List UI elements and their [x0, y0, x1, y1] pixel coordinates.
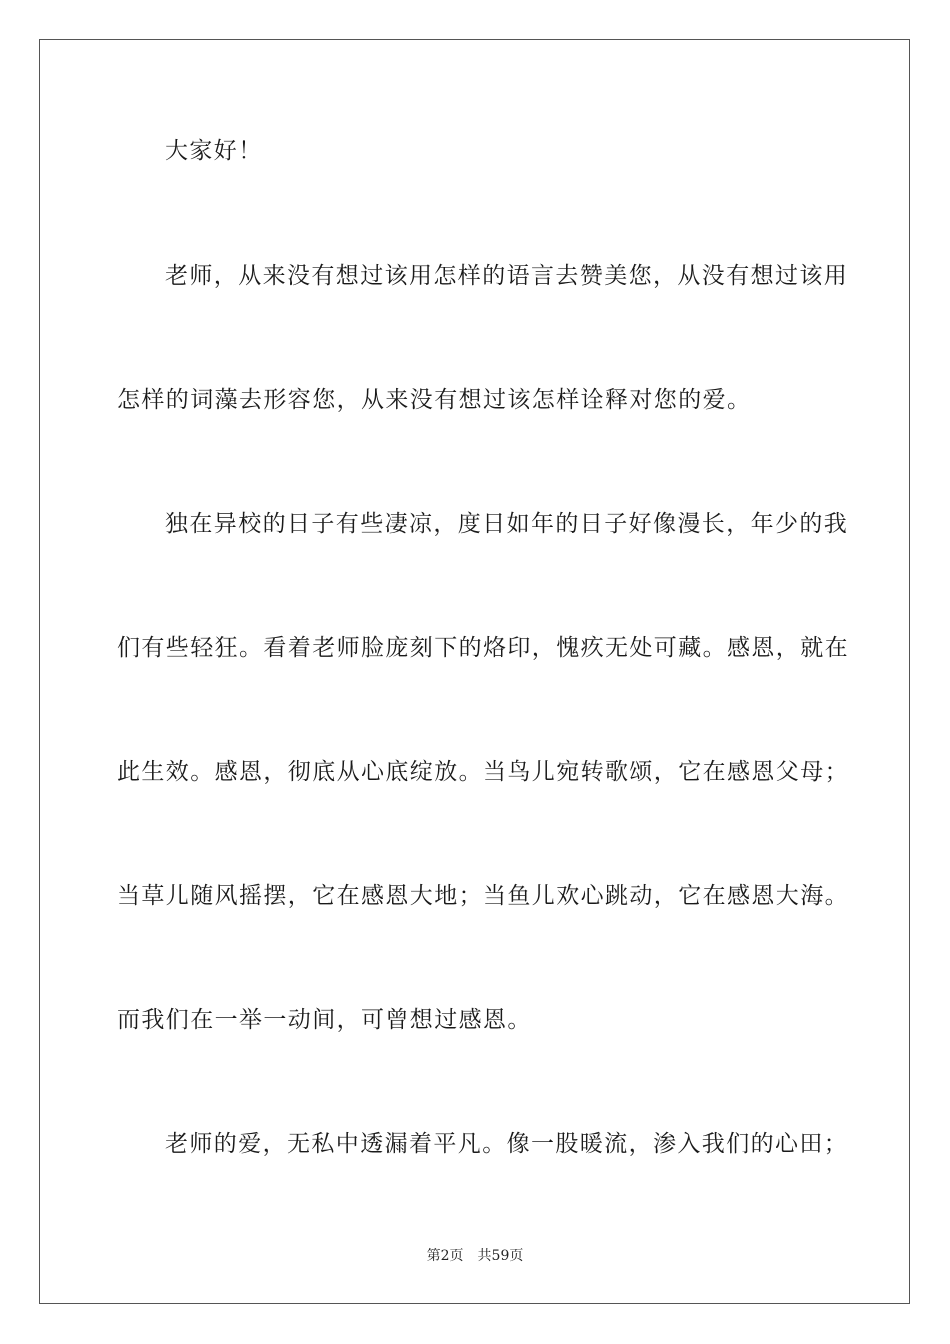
page-number: 第2页	[426, 1248, 464, 1264]
paragraph-2-line-1: 独在异校的日子有些凄凉，度日如年的日子好像漫长，年少的我	[165, 511, 849, 537]
paragraph-2-line-4: 当草儿随风摇摆，它在感恩大地；当鱼儿欢心跳动，它在感恩大海。	[117, 883, 849, 909]
paragraph-2-line-3: 此生效。感恩，彻底从心底绽放。当鸟儿宛转歌颂，它在感恩父母；	[117, 759, 849, 785]
page-total: 共59页	[477, 1248, 524, 1264]
paragraph-1-line-2: 怎样的词藻去形容您，从来没有想过该怎样诠释对您的爱。	[117, 387, 752, 413]
page-footer	[0, 1247, 950, 1265]
paragraph-1-line-1: 老师，从来没有想过该用怎样的语言去赞美您，从没有想过该用	[165, 263, 849, 289]
page-border	[39, 39, 910, 1304]
paragraph-3-line-1: 老师的爱，无私中透漏着平凡。像一股暖流，渗入我们的心田；	[165, 1131, 849, 1157]
paragraph-2-line-2: 们有些轻狂。看着老师脸庞刻下的烙印，愧疚无处可藏。感恩，就在	[117, 635, 849, 661]
greeting-line: 大家好！	[165, 138, 263, 164]
paragraph-2-line-5: 而我们在一举一动间，可曾想过感恩。	[117, 1007, 532, 1033]
